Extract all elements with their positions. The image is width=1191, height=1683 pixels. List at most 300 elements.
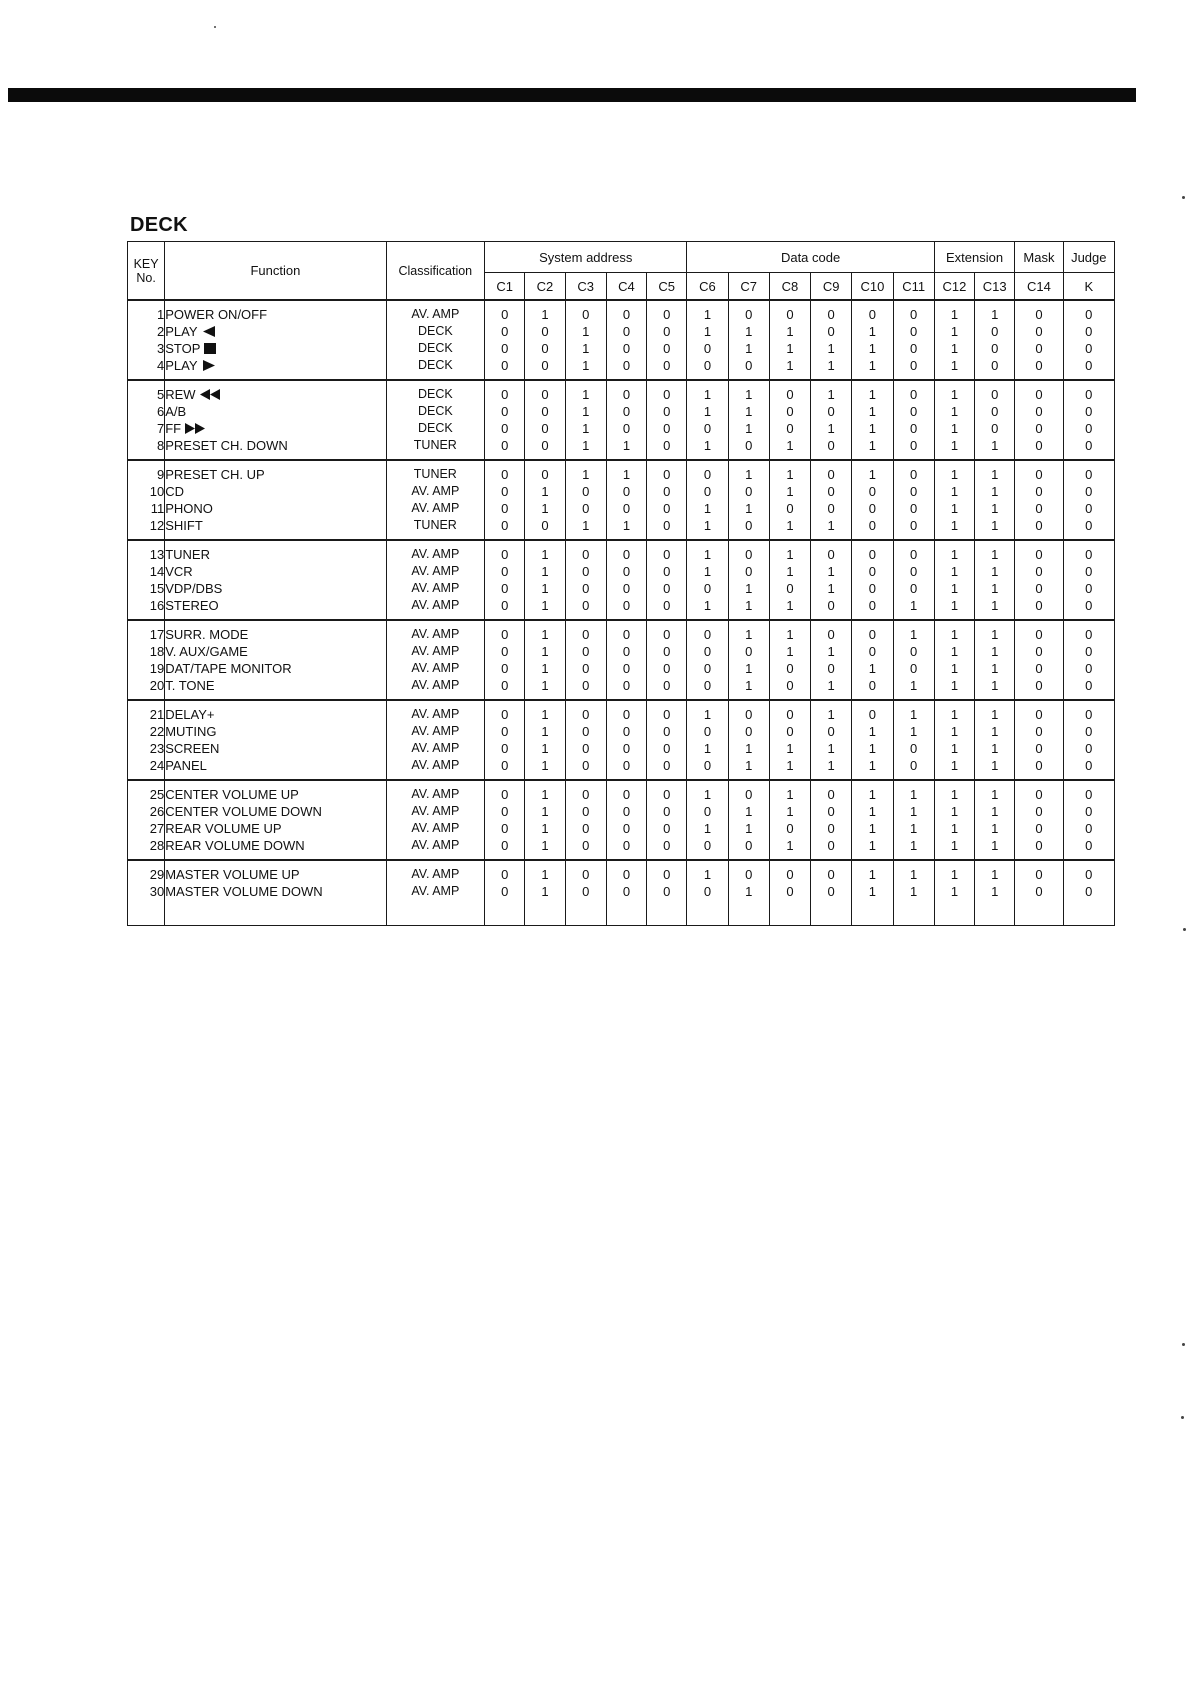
bit-value: 1 [541,838,549,853]
bit-column-c7 [728,700,769,780]
bit-value: 1 [582,438,590,453]
header-code-c8: C8 [769,273,810,301]
bit-value: 0 [745,518,753,533]
bit-value: 1 [827,707,835,722]
bit-value: 0 [1035,821,1043,836]
bit-column-c12 [934,620,974,700]
bit-value: 0 [663,724,671,739]
key-number: 8 [156,438,165,453]
bit-value: 0 [827,547,835,562]
bit-value: 0 [1035,358,1043,373]
bit-value: 0 [663,307,671,322]
bit-column-k [1063,860,1114,926]
bit-value: 0 [703,627,712,642]
bit-column-c1 [485,540,525,620]
key-number: 28 [149,838,165,853]
bit-value: 0 [501,838,509,853]
bit-value: 1 [745,741,753,756]
bit-value: 1 [950,438,959,453]
bit-value: 0 [1035,564,1043,579]
bit-column-c4 [606,300,646,380]
bit-column-c3 [565,780,606,860]
function-cell [165,460,386,540]
bit-value: 1 [910,627,918,642]
bit-column-c5 [647,380,687,460]
bit-value: 0 [663,387,671,402]
function-label: REW [165,387,196,402]
bit-value: 1 [703,741,712,756]
bit-value: 1 [868,758,877,773]
bit-column-c8 [769,540,810,620]
classification: TUNER [413,518,457,532]
bit-value: 0 [827,404,835,419]
bit-value: 0 [868,598,877,613]
bit-column-c3 [565,380,606,460]
bit-value: 0 [703,724,712,739]
bit-value: 0 [1085,884,1093,899]
key-number-cell [128,300,165,380]
bit-value: 0 [582,741,590,756]
bit-value: 0 [991,387,999,402]
key-number: 30 [149,884,165,899]
bit-value: 1 [910,724,918,739]
bit-column-c2 [525,700,565,780]
bit-column-c14 [1015,540,1063,620]
bit-value: 0 [910,341,918,356]
bit-value: 0 [663,598,671,613]
bit-value: 1 [541,307,549,322]
bit-value: 0 [1085,421,1093,436]
rewind-icon [200,387,220,403]
bit-value: 1 [950,324,959,339]
bit-value: 0 [910,307,918,322]
bit-value: 0 [1085,404,1093,419]
bit-value: 0 [786,661,794,676]
bit-value: 1 [950,758,959,773]
bit-value: 0 [1035,387,1043,402]
bit-value: 1 [703,501,712,516]
bit-column-c8 [769,300,810,380]
bit-value: 0 [786,307,794,322]
bit-value: 0 [501,581,509,596]
bit-value: 1 [827,564,835,579]
bit-column-k [1063,460,1114,540]
bit-column-c9 [811,780,852,860]
bit-value: 0 [501,627,509,642]
bit-value: 1 [868,404,877,419]
function-item [165,786,385,803]
bit-value: 1 [582,518,590,533]
bit-value: 1 [950,341,959,356]
classification: AV. AMP [411,307,460,321]
bit-value: 1 [991,804,999,819]
bit-value: 0 [1085,627,1093,642]
bit-column-c4 [606,620,646,700]
bit-value: 1 [950,821,959,836]
key-number: 21 [149,707,165,722]
bit-column-c13 [975,860,1015,926]
bit-column-c7 [728,460,769,540]
classification: AV. AMP [411,644,460,658]
bit-value: 1 [950,501,959,516]
bit-value: 1 [950,741,959,756]
bit-value: 0 [501,404,509,419]
bit-value: 0 [541,518,549,533]
bit-value: 0 [663,644,671,659]
bit-column-c14 [1015,300,1063,380]
stop-icon [204,341,216,357]
bit-value: 1 [786,838,794,853]
bit-column-c13 [975,620,1015,700]
bit-value: 0 [622,741,631,756]
key-number: 29 [149,867,165,882]
bit-value: 1 [827,387,835,402]
bit-value: 1 [868,467,877,482]
bit-value: 0 [703,467,712,482]
function-item [165,403,385,420]
bit-value: 1 [950,724,959,739]
bit-value: 0 [910,484,918,499]
function-item [165,677,385,694]
classification: AV. AMP [411,661,460,675]
bit-value: 1 [950,804,959,819]
bit-value: 0 [868,307,877,322]
key-number: 6 [156,404,165,419]
bit-value: 1 [991,724,999,739]
bit-column-c11 [893,700,934,780]
key-number: 27 [149,821,165,836]
bit-value: 1 [745,341,753,356]
bit-value: 0 [745,358,753,373]
bit-value: 0 [868,518,877,533]
function-label: VCR [165,564,193,579]
key-number: 9 [156,467,165,482]
function-label: PRESET CH. DOWN [165,438,288,453]
bit-value: 1 [868,324,877,339]
bit-value: 0 [827,787,835,802]
function-label: MASTER VOLUME UP [165,867,300,882]
bit-value: 1 [868,421,877,436]
bit-value: 0 [786,724,794,739]
bit-column-c12 [934,700,974,780]
bit-value: 0 [541,341,549,356]
key-number-cell [128,780,165,860]
bit-value: 0 [703,838,712,853]
bit-value: 1 [868,387,877,402]
bit-value: 1 [541,804,549,819]
bit-value: 0 [910,324,918,339]
bit-column-c1 [485,620,525,700]
bit-column-c8 [769,860,810,926]
bit-column-c10 [852,460,893,540]
bit-value: 0 [663,867,671,882]
bit-value: 1 [827,518,835,533]
bit-value: 1 [745,598,753,613]
bit-value: 0 [501,758,509,773]
bit-value: 0 [827,821,835,836]
key-code-table [127,241,1115,926]
bit-value: 0 [1085,787,1093,802]
function-label: SURR. MODE [165,627,249,642]
bit-column-c13 [975,540,1015,620]
bit-column-c6 [687,380,728,460]
classification: DECK [417,341,453,355]
bit-value: 0 [622,501,631,516]
bit-value: 0 [663,627,671,642]
bit-value: 1 [910,838,918,853]
bit-value: 0 [582,787,590,802]
bit-value: 0 [501,501,509,516]
row-group [128,540,1115,620]
bit-value: 1 [582,467,590,482]
function-cell [165,700,386,780]
bit-value: 0 [745,438,753,453]
bit-value: 0 [582,707,590,722]
bit-value: 0 [622,821,631,836]
function-label: STOP [165,341,201,356]
bit-value: 0 [1035,518,1043,533]
function-item [165,820,385,837]
key-number: 1 [156,307,165,322]
bit-value: 0 [827,484,835,499]
bit-value: 0 [501,518,509,533]
bit-value: 0 [910,404,918,419]
bit-column-k [1063,380,1114,460]
bit-value: 0 [622,404,631,419]
header-system-address: System address [485,242,687,273]
bit-value: 1 [950,564,959,579]
bit-value: 0 [827,307,835,322]
bit-value: 1 [991,838,999,853]
bit-column-c14 [1015,620,1063,700]
fast-forward-icon [185,421,205,437]
bit-value: 1 [786,484,794,499]
bit-value: 0 [1085,358,1093,373]
function-label: SCREEN [165,741,220,756]
bit-value: 1 [786,627,794,642]
header-extension: Extension [934,242,1014,273]
bit-value: 1 [703,821,712,836]
header-code-c1: C1 [485,273,525,301]
bit-value: 0 [786,867,794,882]
bit-value: 1 [703,518,712,533]
function-label: TUNER [165,547,210,562]
key-number: 23 [149,741,165,756]
bit-value: 0 [703,661,712,676]
bit-column-c8 [769,700,810,780]
bit-value: 0 [1085,821,1093,836]
function-label: CENTER VOLUME UP [165,787,299,802]
bit-value: 1 [991,661,999,676]
bit-value: 0 [582,581,590,596]
bit-value: 0 [501,644,509,659]
row-group [128,860,1115,926]
bit-column-c8 [769,620,810,700]
bit-value: 0 [827,324,835,339]
bit-value: 0 [745,787,753,802]
function-label: MUTING [165,724,217,739]
bit-value: 1 [950,484,959,499]
bit-value: 1 [745,627,753,642]
bit-column-c11 [893,380,934,460]
classification: AV. AMP [411,867,460,881]
bit-value: 0 [868,484,877,499]
bit-column-c6 [687,700,728,780]
bit-value: 0 [1035,547,1043,562]
bit-value: 0 [622,547,631,562]
bit-value: 0 [663,758,671,773]
bit-value: 0 [1085,661,1093,676]
bit-value: 1 [950,358,959,373]
function-item [165,437,385,454]
bit-value: 1 [950,661,959,676]
bit-value: 0 [582,821,590,836]
bit-value: 1 [582,421,590,436]
classification-cell [386,620,485,700]
classification: DECK [417,358,453,372]
header-code-c10: C10 [852,273,893,301]
bit-column-c6 [687,780,728,860]
bit-value: 1 [622,518,631,533]
function-label: MASTER VOLUME DOWN [165,884,323,899]
bit-value: 1 [745,884,753,899]
bit-value: 0 [622,787,631,802]
key-number: 10 [149,484,165,499]
classification-cell [386,540,485,620]
bit-value: 0 [910,547,918,562]
bit-value: 0 [663,661,671,676]
bit-value: 0 [1085,307,1093,322]
bit-value: 1 [991,581,999,596]
function-item [165,466,385,483]
bit-value: 0 [663,678,671,693]
bit-value: 0 [622,564,631,579]
bit-column-c1 [485,860,525,926]
classification: AV. AMP [411,627,460,641]
bit-value: 0 [501,438,509,453]
function-item [165,706,385,723]
bit-column-c11 [893,860,934,926]
bit-value: 0 [663,438,671,453]
function-label: STEREO [165,598,219,613]
bit-column-c7 [728,300,769,380]
function-item [165,420,385,437]
bit-column-c4 [606,460,646,540]
bit-value: 0 [827,467,835,482]
bit-value: 1 [745,404,753,419]
table-body [128,300,1115,926]
key-number: 22 [149,724,165,739]
bit-column-c10 [852,860,893,926]
bit-value: 1 [950,518,959,533]
bit-value: 0 [910,644,918,659]
bit-value: 0 [582,884,590,899]
classification-cell [386,380,485,460]
bit-value: 0 [827,501,835,516]
bit-column-c4 [606,700,646,780]
header-code-c6: C6 [687,273,728,301]
bit-value: 1 [703,867,712,882]
bit-value: 1 [541,787,549,802]
bit-value: 1 [541,484,549,499]
bit-value: 0 [501,358,509,373]
bit-column-c5 [647,540,687,620]
bit-value: 1 [541,661,549,676]
bit-value: 0 [582,564,590,579]
bit-value: 1 [745,467,753,482]
bit-value: 1 [745,324,753,339]
bit-value: 1 [991,678,999,693]
bit-value: 0 [622,867,631,882]
bit-value: 0 [501,707,509,722]
bit-value: 0 [910,387,918,402]
classification: AV. AMP [411,547,460,561]
bit-column-k [1063,780,1114,860]
bit-value: 0 [1085,644,1093,659]
bit-value: 1 [786,644,794,659]
bit-value: 1 [541,644,549,659]
bit-value: 0 [910,741,918,756]
bit-value: 1 [991,707,999,722]
bit-value: 0 [622,484,631,499]
bit-value: 0 [1085,484,1093,499]
bit-value: 0 [663,467,671,482]
bit-column-c3 [565,300,606,380]
bit-value: 1 [991,644,999,659]
key-number: 5 [156,387,165,402]
bit-value: 0 [501,787,509,802]
header-code-c14: C14 [1015,273,1063,301]
function-label: CENTER VOLUME DOWN [165,804,322,819]
function-label: REAR VOLUME UP [165,821,282,836]
classification-cell [386,700,485,780]
bit-value: 1 [868,884,877,899]
bit-value: 1 [991,787,999,802]
bit-value: 0 [541,358,549,373]
bit-value: 0 [541,438,549,453]
bit-column-c7 [728,860,769,926]
bit-column-c6 [687,460,728,540]
bit-value: 1 [910,804,918,819]
bit-value: 0 [501,598,509,613]
bit-value: 0 [786,821,794,836]
function-cell [165,860,386,926]
bit-value: 0 [745,484,753,499]
bit-value: 0 [663,707,671,722]
function-item [165,483,385,500]
bit-value: 1 [991,564,999,579]
bit-column-c7 [728,380,769,460]
bit-value: 1 [950,644,959,659]
bit-value: 1 [703,404,712,419]
bit-value: 0 [1035,644,1043,659]
bit-column-c1 [485,300,525,380]
bit-value: 0 [1085,724,1093,739]
bit-value: 0 [622,581,631,596]
bit-value: 1 [991,307,999,322]
bit-value: 0 [703,884,712,899]
row-group [128,780,1115,860]
bit-column-c12 [934,460,974,540]
play-forward-icon [202,358,216,374]
row-group [128,700,1115,780]
bit-value: 1 [786,467,794,482]
key-number: 19 [149,661,165,676]
bit-column-c4 [606,780,646,860]
bit-value: 0 [786,501,794,516]
function-cell [165,540,386,620]
row-group [128,300,1115,380]
